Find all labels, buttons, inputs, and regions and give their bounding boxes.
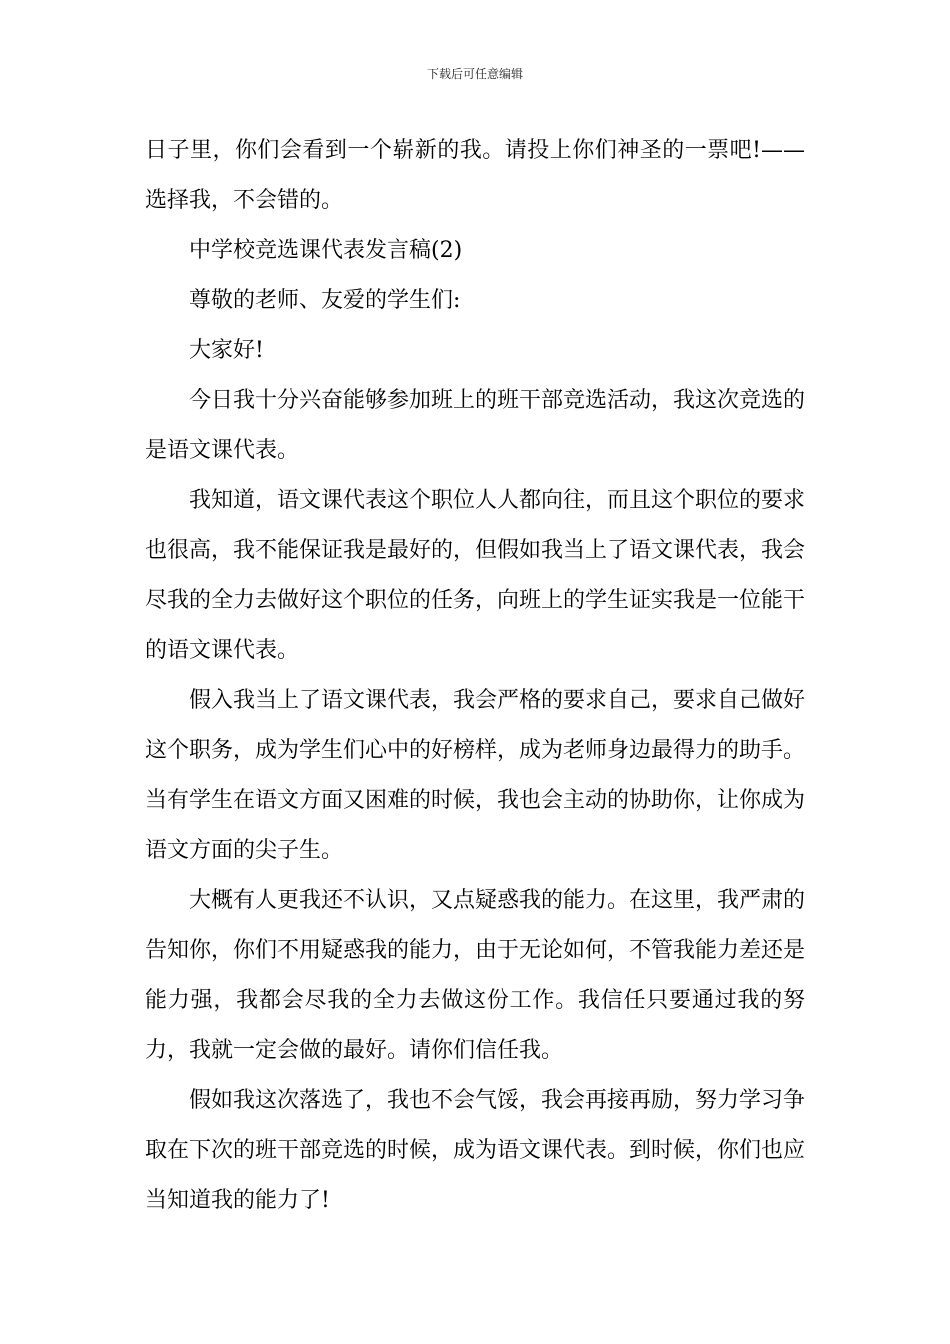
- page-header: 下载后可任意编辑: [426, 67, 523, 81]
- paragraph-5: 今日我十分兴奋能够参加班上的班干部竞选活动，我这次竞选的是语文课代表。: [145, 388, 806, 463]
- document-body: [145, 126, 805, 1226]
- salutation: 尊敬的老师、友爱的学生们:: [189, 288, 461, 313]
- paragraph-9: 假如我这次落选了，我也不会气馁，我会再接再励，努力学习争取在下次的班干部竞选的时候，成为语文课代表。到时候，你们也应当知道我的能力了!: [145, 1088, 806, 1213]
- paragraph-6: 我知道，语文课代表这个职位人人都向往，而且这个职位的要求也很高，我不能保证我是最好的，但假如我当上了语文课代表，我会尽我的全力去做好这个职位的任务，向班上的学生证实我是一位能干的语文课代表。: [145, 488, 806, 663]
- paragraph-1: 日子里，你们会看到一个崭新的我。请投上你们神圣的一票吧!——选择我，不会错的。: [145, 138, 805, 213]
- paragraph-7: 假入我当上了语文课代表，我会严格的要求自己，要求自己做好这个职务，成为学生们心中的好榜样，成为老师身边最得力的助手。当有学生在语文方面又困难的时候，我也会主动的协助你，让你成为语文方面的尖子生。: [145, 688, 806, 863]
- section-title: 中学校竞选课代表发言稿(2): [189, 238, 463, 263]
- paragraph-8: 大概有人更我还不认识，又点疑惑我的能力。在这里，我严肃的告知你，你们不用疑惑我的能力，由于无论如何，不管我能力差还是能力强，我都会尽我的全力去做这份工作。我信任只要通过我的努力，我就一定会做的最好。请你们信任我。: [145, 888, 806, 1063]
- greeting: 大家好!: [189, 338, 264, 363]
